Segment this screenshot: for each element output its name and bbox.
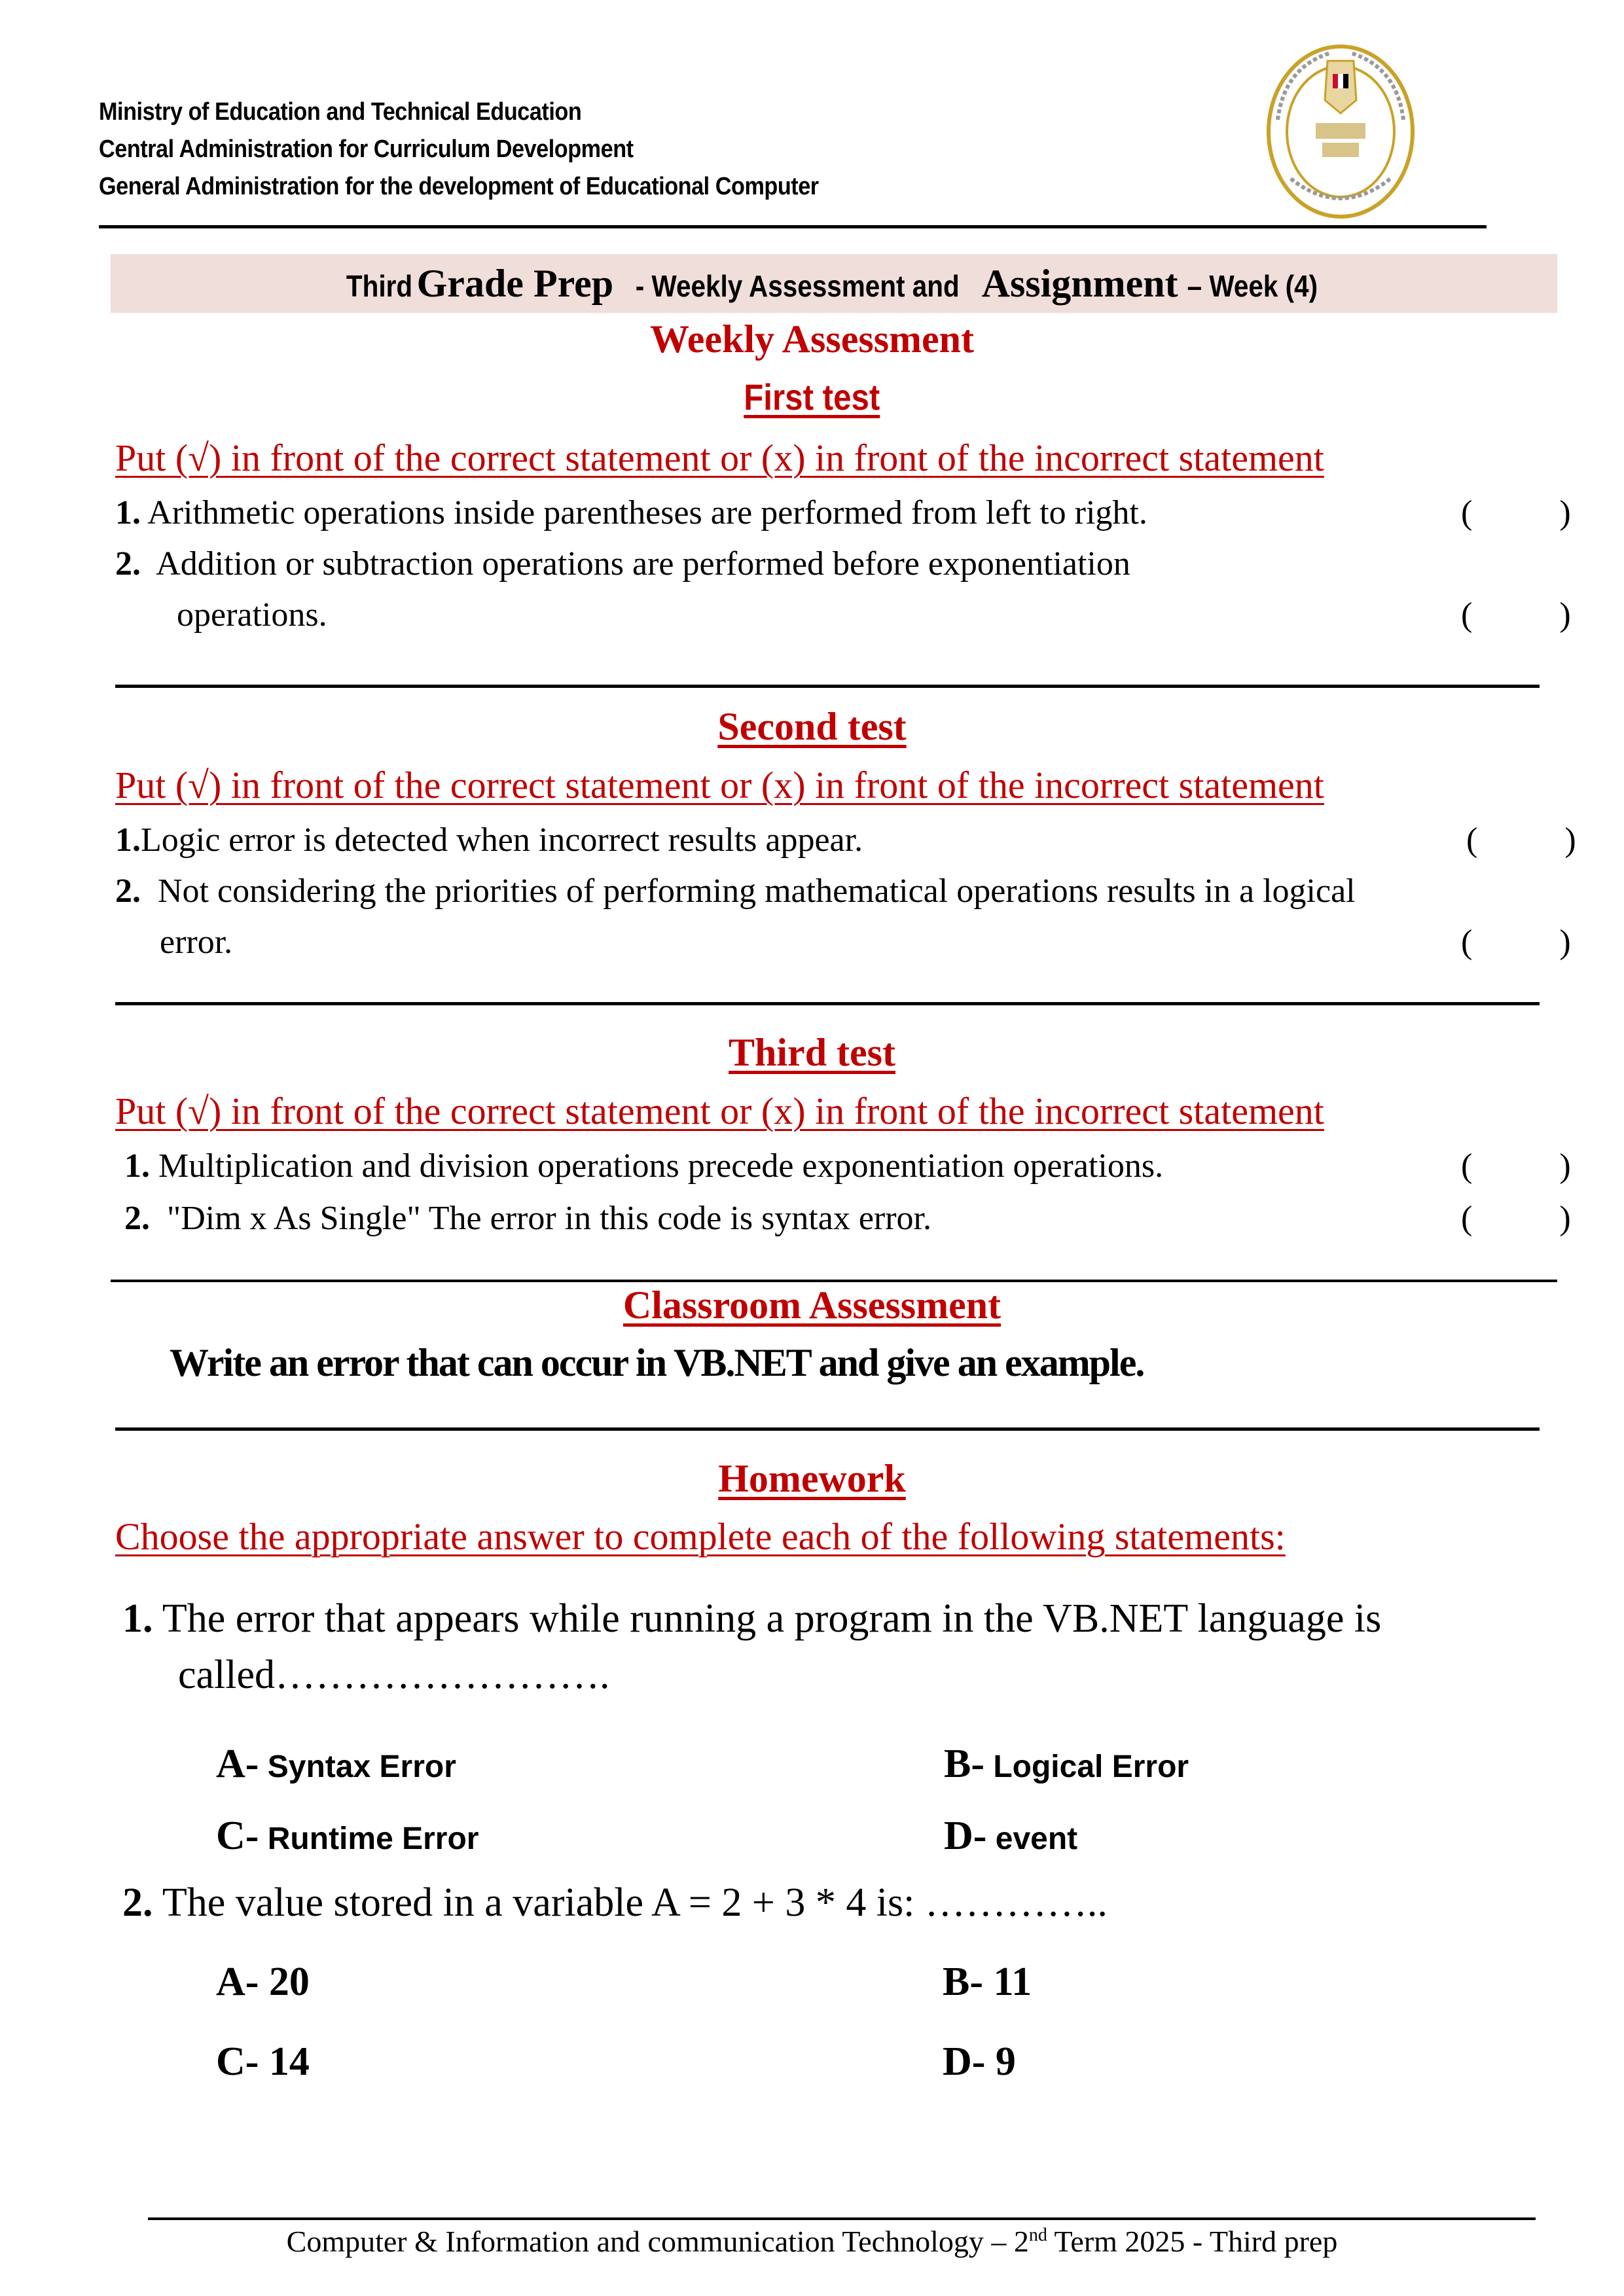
title-bar <box>111 254 1557 313</box>
header-divider <box>99 225 1487 228</box>
homework-instruction: Choose the appropriate answer to complete each of the following statements: <box>115 1515 1286 1558</box>
first-test-instruction: Put (√) in front of the correct statement or (x) in front of the incorrect statement <box>115 437 1324 479</box>
section-divider <box>111 1280 1557 1282</box>
homework-heading: Homework <box>718 1457 906 1500</box>
homework-q1-option-b[interactable]: B- Logical Error <box>944 1742 1189 1786</box>
homework-q2-option-d[interactable]: D- 9 <box>943 2039 1016 2084</box>
homework-q1-option-d[interactable]: D- event <box>944 1814 1078 1858</box>
homework-q1-option-a[interactable]: A- Syntax Error <box>216 1742 456 1786</box>
second-test-q2: 2. Not considering the priorities of performing mathematical operations results in a logical <box>115 872 1356 910</box>
header-line-curriculum: Central Administration for Curriculum Development <box>99 135 634 163</box>
first-test-q2-continuation: operations. <box>177 596 327 634</box>
second-test-q1-answer-box[interactable]: ( ) <box>1466 821 1615 859</box>
second-test-title: Second test <box>717 705 907 748</box>
second-test-instruction: Put (√) in front of the correct statement or (x) in front of the incorrect statement <box>115 764 1324 806</box>
section-divider <box>115 1427 1540 1431</box>
homework-q2-option-b[interactable]: B- 11 <box>943 1960 1032 2004</box>
first-test-title: First test <box>744 376 880 418</box>
third-test-q1: 1. Multiplication and division operations precede exponentiation operations. <box>124 1147 1164 1185</box>
third-test-q2-answer-box[interactable]: ( ) <box>1461 1200 1610 1237</box>
homework-q2: 2. The value stored in a variable A = 2 + 3 * 4 is: ………….. <box>122 1880 1108 1925</box>
ministry-seal-logo-icon <box>1265 41 1417 221</box>
second-test-q2-continuation: error. <box>160 924 233 961</box>
header-line-ministry: Ministry of Education and Technical Education <box>99 98 582 126</box>
homework-q1-option-c[interactable]: C- Runtime Error <box>216 1814 479 1858</box>
homework-q1: 1. The error that appears while running a program in the VB.NET language is <box>122 1596 1382 1641</box>
weekly-assessment-heading: Weekly Assessment <box>650 317 974 361</box>
homework-q2-option-a[interactable]: A- 20 <box>216 1960 310 2004</box>
first-test-title-wrap <box>0 376 1624 418</box>
classroom-assessment-heading: Classroom Assessment <box>623 1283 1001 1327</box>
section-divider <box>115 1002 1540 1005</box>
classroom-assessment-task: Write an error that can occur in VB.NET and give an example. <box>170 1341 1144 1384</box>
footer-text: Computer & Information and communication Technology – 2nd Term 2025 - Third prep <box>286 2225 1338 2258</box>
third-test-q2: 2. "Dim x As Single" The error in this code is syntax error. <box>124 1200 931 1237</box>
first-test-q2: 2. Addition or subtraction operations are performed before exponentiation <box>115 545 1130 583</box>
header-line-computer: General Administration for the development of Educational Computer <box>99 173 819 200</box>
third-test-instruction: Put (√) in front of the correct statement or (x) in front of the incorrect statement <box>115 1090 1324 1132</box>
second-test-q2-answer-box[interactable]: ( ) <box>1461 924 1610 961</box>
title-text: ThirdGrade Prep- Weekly Assessment andAssignment– Week (4) <box>346 261 1318 305</box>
section-divider <box>115 685 1540 688</box>
third-test-q1-answer-box[interactable]: ( ) <box>1461 1147 1610 1185</box>
first-test-q2-answer-box[interactable]: ( ) <box>1461 596 1610 634</box>
footer-divider <box>148 2217 1536 2220</box>
second-test-q1: 1.Logic error is detected when incorrect results appear. <box>115 821 863 859</box>
first-test-q1: 1. Arithmetic operations inside parentheses are performed from left to right. <box>115 494 1147 531</box>
homework-q2-option-c[interactable]: C- 14 <box>216 2039 310 2084</box>
first-test-q1-answer-box[interactable]: ( ) <box>1461 494 1610 531</box>
homework-q1-continuation: called……………………. <box>178 1653 610 1697</box>
third-test-title: Third test <box>729 1031 895 1074</box>
